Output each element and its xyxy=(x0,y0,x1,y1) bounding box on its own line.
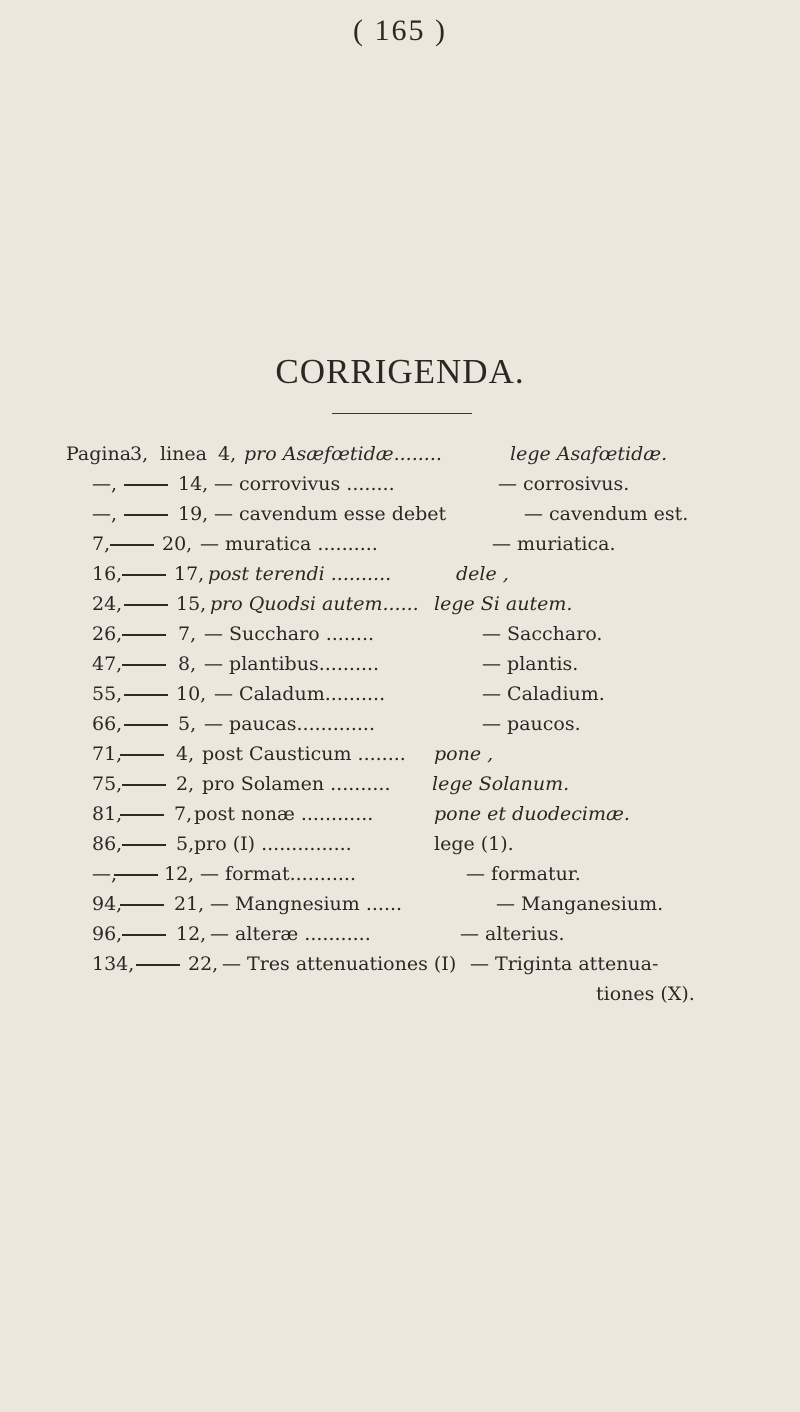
entry-correction: — cavendum est. xyxy=(524,503,689,525)
entry-correction: — corrosivus. xyxy=(498,473,630,495)
entry-error: — paucas............. xyxy=(204,713,375,735)
entry-correction: pone , xyxy=(434,743,494,765)
entry-line: 22, xyxy=(188,953,219,975)
entry-page: 71, xyxy=(92,743,123,765)
entry-line: 12, xyxy=(164,863,195,885)
entry-dash xyxy=(122,634,166,636)
entry-page: 134, xyxy=(92,953,135,975)
entry-page: 55, xyxy=(92,683,123,705)
entry-error: pro (I) ............... xyxy=(194,833,352,855)
entry-correction: — formatur. xyxy=(466,863,581,885)
entry-correction: — Saccharo. xyxy=(482,623,603,645)
corrigenda-entry xyxy=(0,589,800,619)
corrigenda-entry xyxy=(0,499,800,529)
entry-page: 24, xyxy=(92,593,123,615)
entry-correction: — Caladium. xyxy=(482,683,605,705)
corrigenda-entry xyxy=(0,769,800,799)
entry-correction: dele , xyxy=(456,563,509,585)
entry-error: post terendi .......... xyxy=(208,563,392,585)
corrigenda-entry xyxy=(0,889,800,919)
entry-line: 7, xyxy=(178,623,197,645)
entry-correction: lege Asafœtidæ. xyxy=(510,443,668,465)
entry-line: 7, xyxy=(174,803,193,825)
entry-error: pro Solamen .......... xyxy=(202,773,391,795)
corrigenda-entry xyxy=(0,469,800,499)
entry-line: 21, xyxy=(174,893,205,915)
entry-error: — Caladum.......... xyxy=(214,683,386,705)
entry-dash xyxy=(110,544,154,546)
entry-error: — Mangnesium ...... xyxy=(210,893,403,915)
entry-correction: — paucos. xyxy=(482,713,581,735)
entry-page: 47, xyxy=(92,653,123,675)
entry-correction: lege (1). xyxy=(434,833,514,855)
entry-dash xyxy=(114,874,158,876)
entry-line: 10, xyxy=(176,683,207,705)
entry-page: 26, xyxy=(92,623,123,645)
entry-line: 4, xyxy=(218,443,237,465)
entry-correction: — muriatica. xyxy=(492,533,616,555)
entry-line: 4, xyxy=(176,743,195,765)
entry-error: pro Asæfœtidæ........ xyxy=(244,443,442,465)
entry-line: 17, xyxy=(174,563,205,585)
pagina-label: Pagina xyxy=(66,443,132,465)
entry-line: 8, xyxy=(178,653,197,675)
entry-error: — plantibus.......... xyxy=(204,653,380,675)
entry-page: 96, xyxy=(92,923,123,945)
entry-dash xyxy=(120,754,164,756)
entry-dash xyxy=(122,934,166,936)
entry-dash xyxy=(122,574,166,576)
entry-dash xyxy=(122,844,166,846)
corrigenda-entry xyxy=(0,649,800,679)
corrigenda-entry xyxy=(0,919,800,949)
entry-dash xyxy=(124,484,168,486)
corrigenda-entry xyxy=(0,829,800,859)
entry-line: 20, xyxy=(162,533,193,555)
corrigenda-entry xyxy=(0,949,800,979)
entry-correction: pone et duodecimæ. xyxy=(434,803,630,825)
entry-line: 2, xyxy=(176,773,195,795)
entry-dash xyxy=(122,784,166,786)
entry-error: — Succharo ........ xyxy=(204,623,375,645)
entry-dash xyxy=(136,964,180,966)
entry-error: post Causticum ........ xyxy=(202,743,406,765)
entry-dash xyxy=(124,724,168,726)
entry-correction: lege Solanum. xyxy=(432,773,570,795)
entry-page: 66, xyxy=(92,713,123,735)
entry-line: 14, xyxy=(178,473,209,495)
entry-correction: lege Si autem. xyxy=(434,593,573,615)
entry-correction: — Manganesium. xyxy=(496,893,664,915)
entry-page: 94, xyxy=(92,893,123,915)
corrigenda-entry-first xyxy=(0,439,800,469)
entry-line: 15, xyxy=(176,593,207,615)
linea-label: linea xyxy=(160,443,207,465)
entry-error: — alteræ ........... xyxy=(210,923,371,945)
entry-dash xyxy=(124,514,168,516)
entry-correction: — plantis. xyxy=(482,653,579,675)
corrigenda-entry xyxy=(0,559,800,589)
page-number: ( 165 ) xyxy=(353,14,447,47)
entry-line: 12, xyxy=(176,923,207,945)
entry-dash xyxy=(120,814,164,816)
entry-error: — corrovivus ........ xyxy=(214,473,395,495)
entry-line: 19, xyxy=(178,503,209,525)
entry-line: 5, xyxy=(178,713,197,735)
corrigenda-continuation xyxy=(0,979,800,1009)
entry-error: — muratica .......... xyxy=(200,533,378,555)
corrigenda-entry xyxy=(0,709,800,739)
entry-dash xyxy=(124,604,168,606)
corrigenda-entry xyxy=(0,739,800,769)
entry-correction: — Triginta attenua- xyxy=(470,953,659,975)
entry-dash xyxy=(120,904,164,906)
corrigenda-entry xyxy=(0,799,800,829)
title-divider xyxy=(332,413,472,414)
corrigenda-entry xyxy=(0,679,800,709)
corrigenda-entry xyxy=(0,859,800,889)
entry-error: pro Quodsi autem...... xyxy=(210,593,419,615)
entry-page: 3, xyxy=(130,443,149,465)
entry-error: — cavendum esse debet xyxy=(214,503,447,525)
entry-page: —, xyxy=(92,503,118,525)
entry-error: post nonæ ............ xyxy=(194,803,374,825)
entry-error: — format........... xyxy=(200,863,357,885)
entry-page: 16, xyxy=(92,563,123,585)
entry-page: 7, xyxy=(92,533,111,555)
entry-dash xyxy=(122,664,166,666)
entry-error: — Tres attenuationes (I) xyxy=(222,953,457,975)
corrigenda-list xyxy=(0,439,800,1009)
entry-page: 86, xyxy=(92,833,123,855)
entry-page: 81, xyxy=(92,803,123,825)
entry-dash xyxy=(124,694,168,696)
entry-page: —, xyxy=(92,863,118,885)
continuation-text: tiones (X). xyxy=(596,983,695,1005)
entry-page: 75, xyxy=(92,773,123,795)
page-title: CORRIGENDA. xyxy=(275,352,525,391)
entry-correction: — alterius. xyxy=(460,923,565,945)
entry-line: 5, xyxy=(176,833,195,855)
corrigenda-entry xyxy=(0,529,800,559)
entry-page: —, xyxy=(92,473,118,495)
corrigenda-entry xyxy=(0,619,800,649)
